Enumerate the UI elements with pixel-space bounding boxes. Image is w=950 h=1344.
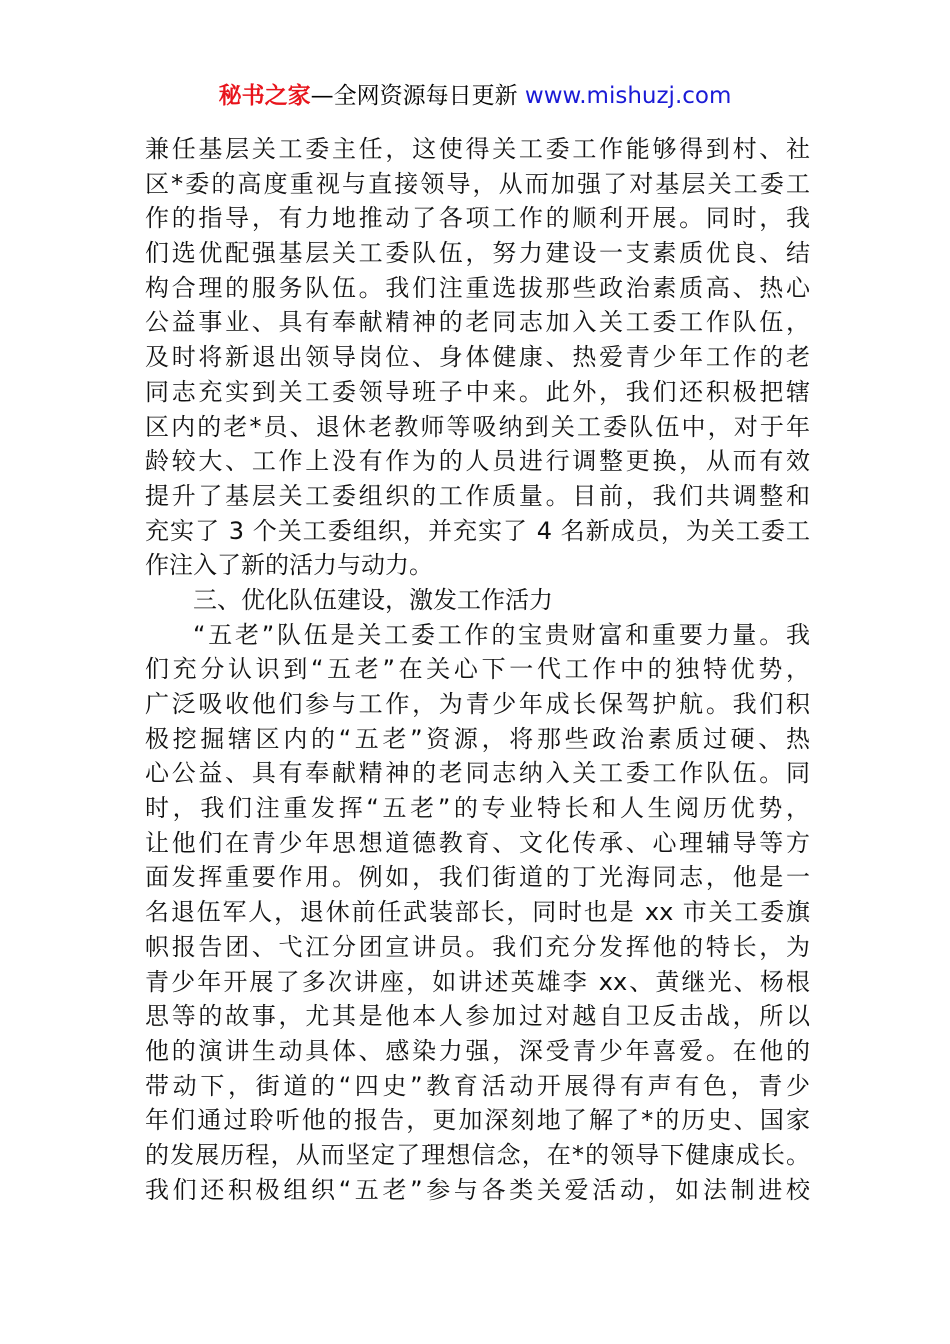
document-body bbox=[145, 132, 810, 1207]
paragraph-first-line: “五老”队伍是关工委工作的宝贵财富和重要力量。我 bbox=[193, 620, 810, 649]
text-line: 作的指导，有力地推动了各项工作的顺利开展。同时，我 bbox=[145, 204, 810, 233]
text-line: 广泛吸收他们参与工作，为青少年成长保驾护航。我们积 bbox=[145, 690, 810, 718]
brand-name: 秘书之家 bbox=[218, 83, 311, 109]
text-line: 公益事业、具有奉献精神的老同志加入关工委工作队伍， bbox=[145, 308, 810, 337]
text-line: 的发展历程，从而坚定了理想信念，在*的领导下健康成长。 bbox=[145, 1140, 810, 1169]
section-heading: 三、优化队伍建设，激发工作活力 bbox=[193, 585, 553, 614]
text-line: 思等的故事，尤其是他本人参加过对越自卫反击战，所以 bbox=[145, 1002, 810, 1031]
text-line: 让他们在青少年思想道德教育、文化传承、心理辅导等方 bbox=[145, 828, 810, 857]
text-line: 区*委的高度重视与直接领导，从而加强了对基层关工委工 bbox=[145, 169, 810, 198]
text-line: 我们还积极组织“五老”参与各类关爱活动，如法制进校 bbox=[145, 1175, 810, 1204]
header-tagline: —全网资源每日更新 bbox=[310, 83, 525, 109]
paragraph-end-line: 作注入了新的活力与动力。 bbox=[145, 551, 433, 580]
text-line: 及时将新退出领导岗位、身体健康、热爱青少年工作的老 bbox=[145, 343, 810, 372]
text-line: 提升了基层关工委组织的工作质量。目前，我们共调整和 bbox=[145, 481, 810, 510]
text-line: 们充分认识到“五老”在关心下一代工作中的独特优势， bbox=[145, 655, 810, 684]
text-line: 极挖掘辖区内的“五老”资源，将那些政治素质过硬、热 bbox=[145, 724, 810, 753]
text-line: 名退伍军人，退休前任武装部长，同时也是 xx 市关工委旗 bbox=[145, 898, 810, 927]
site-url-link[interactable]: www.mishuzj.com bbox=[524, 83, 732, 109]
text-line: 他的演讲生动具体、感染力强，深受青少年喜爱。在他的 bbox=[145, 1036, 810, 1065]
text-line: 兼任基层关工委主任，这使得关工委工作能够得到村、社 bbox=[145, 135, 810, 163]
text-line: 构合理的服务队伍。我们注重选拔那些政治素质高、热心 bbox=[145, 273, 810, 302]
text-line: 带动下，街道的“四史”教育活动开展得有声有色，青少 bbox=[145, 1071, 810, 1100]
text-line: 面发挥重要作用。例如，我们街道的丁光海同志，他是一 bbox=[145, 863, 810, 892]
text-line: 龄较大、工作上没有作为的人员进行调整更换，从而有效 bbox=[145, 447, 810, 476]
text-line: 同志充实到关工委领导班子中来。此外，我们还积极把辖 bbox=[145, 377, 810, 406]
site-header bbox=[0, 80, 950, 112]
text-line: 区内的老*员、退休老教师等吸纳到关工委队伍中，对于年 bbox=[145, 412, 810, 441]
text-line: 时，我们注重发挥“五老”的专业特长和人生阅历优势， bbox=[145, 794, 810, 823]
text-line: 年们通过聆听他的报告，更加深刻地了解了*的历史、国家 bbox=[145, 1106, 810, 1135]
text-line: 帜报告团、弋江分团宣讲员。我们充分发挥他的特长，为 bbox=[145, 932, 810, 961]
text-line: 充实了 3 个关工委组织，并充实了 4 名新成员，为关工委工 bbox=[145, 516, 810, 545]
text-line: 青少年开展了多次讲座，如讲述英雄李 xx、黄继光、杨根 bbox=[145, 967, 810, 996]
text-line: 心公益、具有奉献精神的老同志纳入关工委工作队伍。同 bbox=[145, 759, 810, 788]
text-line: 们选优配强基层关工委队伍，努力建设一支素质优良、结 bbox=[145, 239, 810, 268]
